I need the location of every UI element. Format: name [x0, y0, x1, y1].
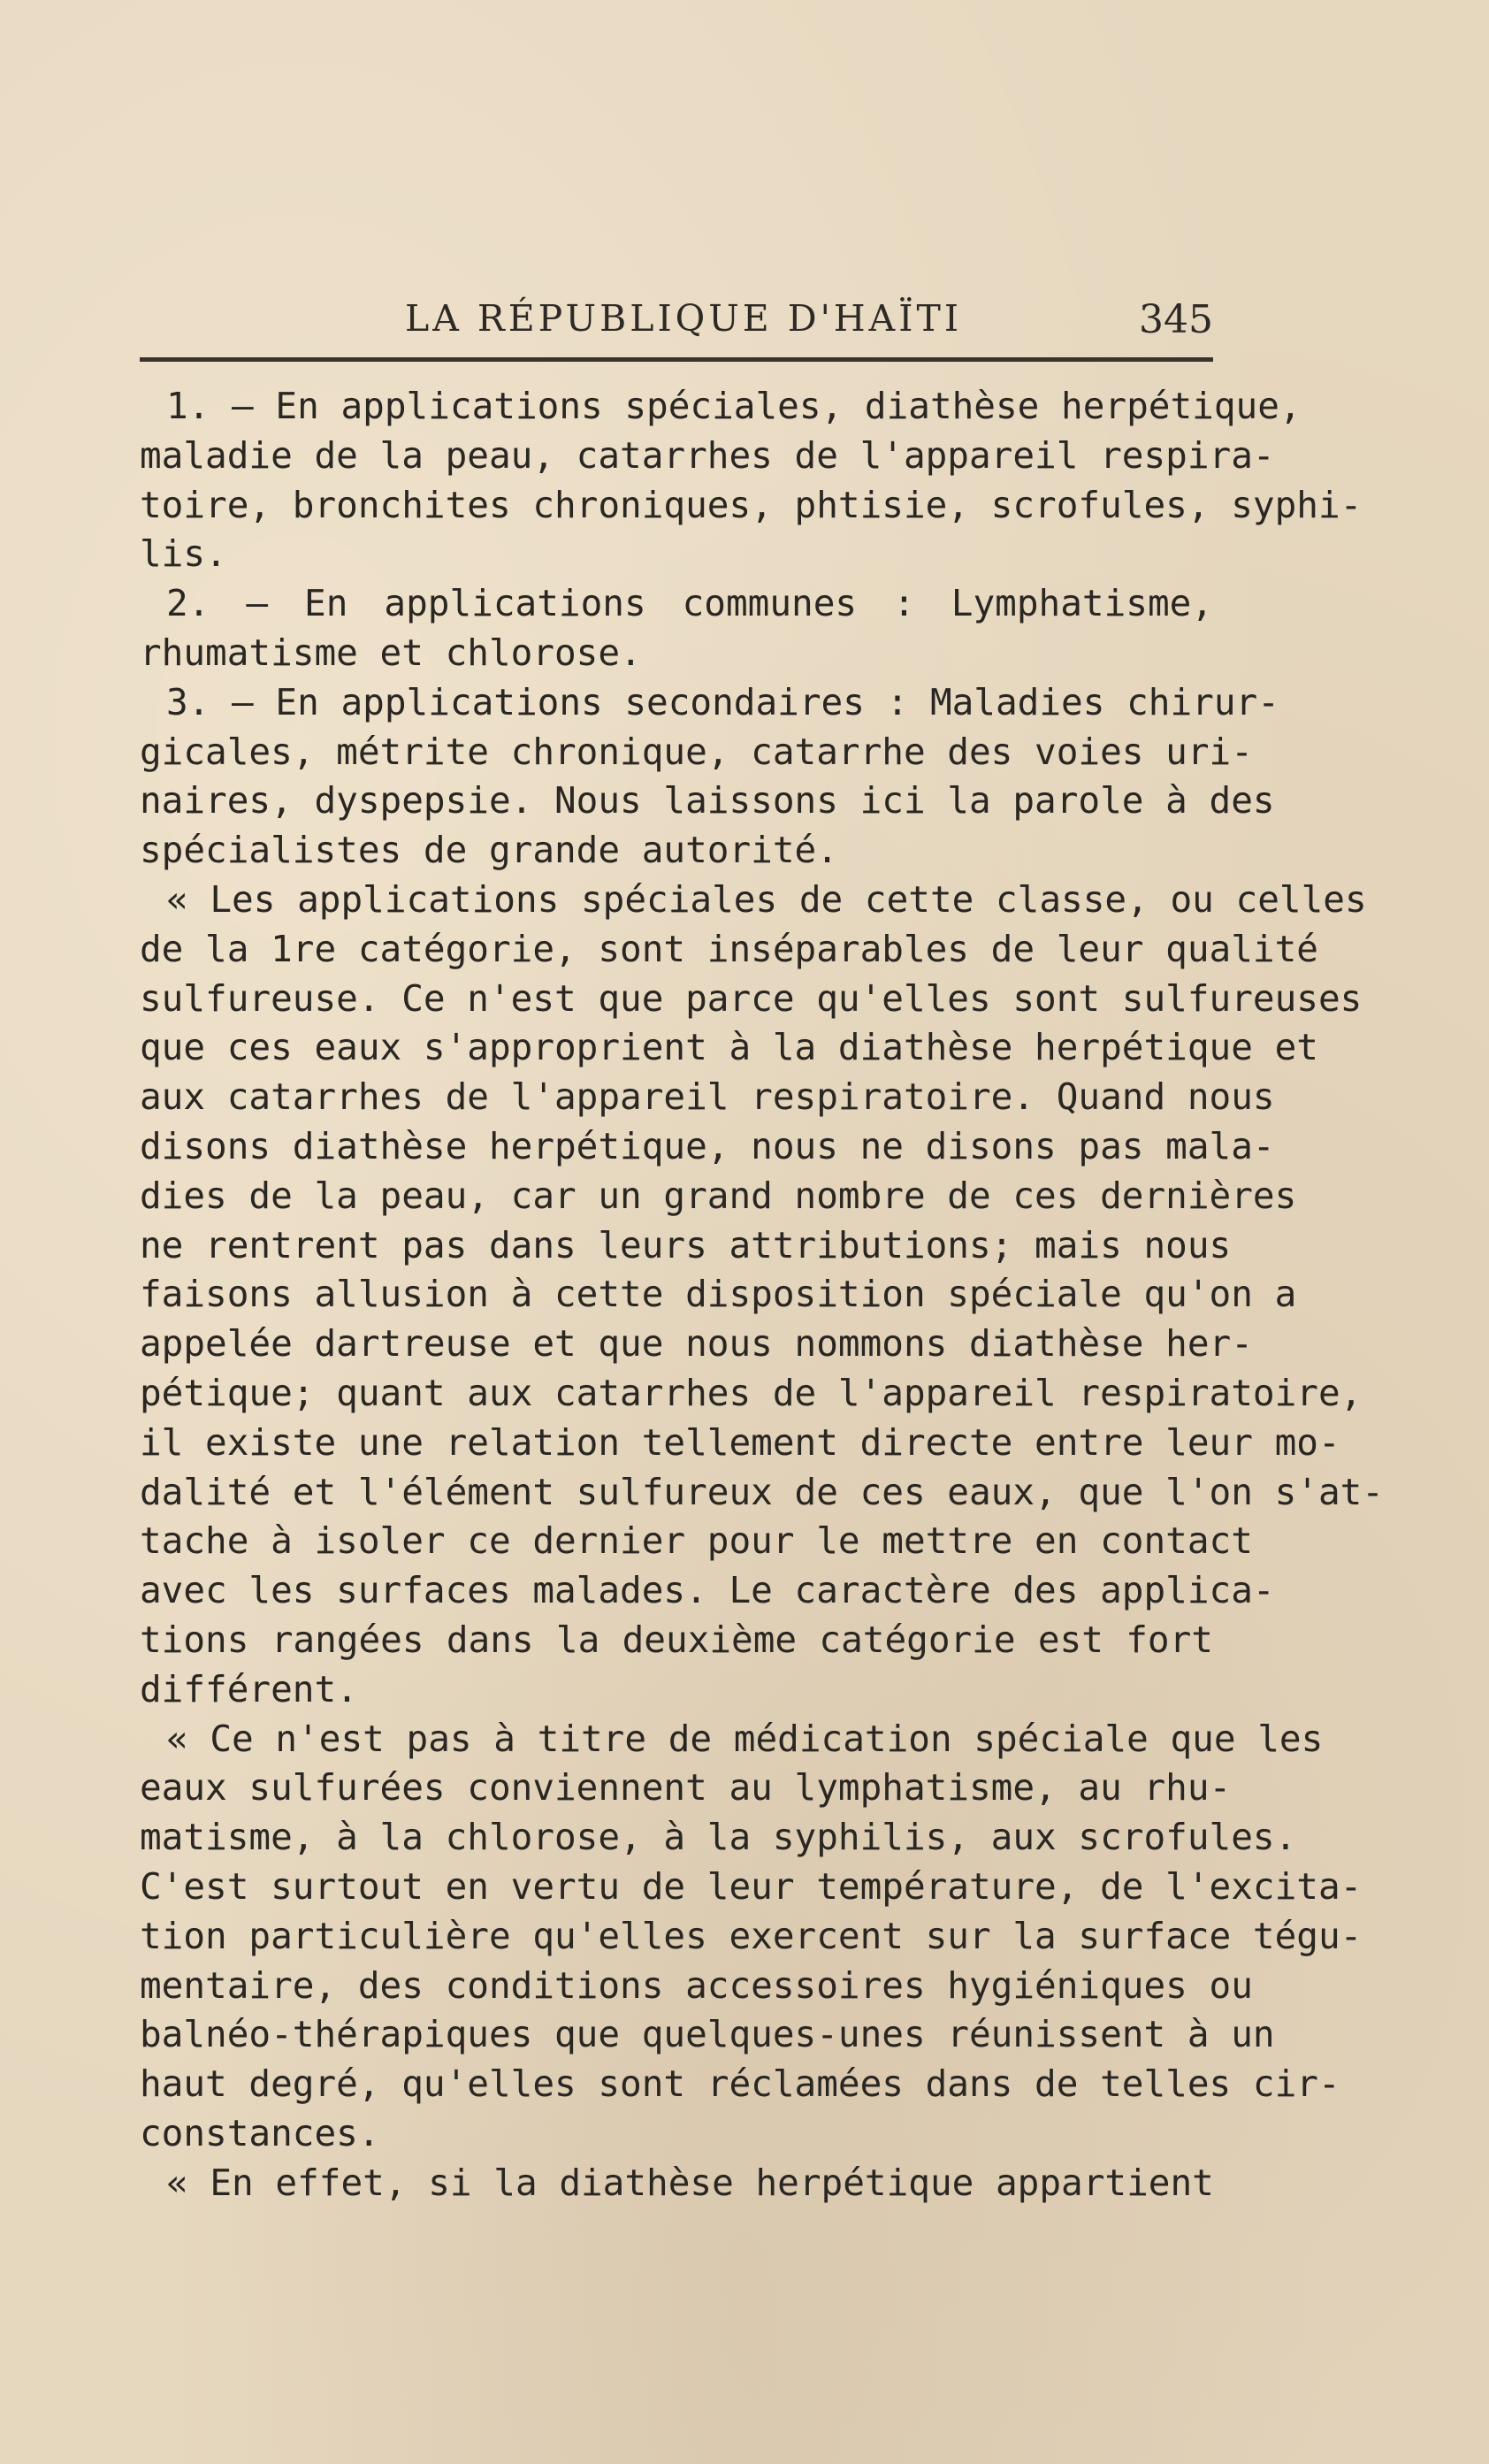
text-line: avec les surfaces malades. Le caractère des applica- [140, 1569, 1275, 1612]
text-line: toire, bronchites chroniques, phtisie, scrofules, syphi- [140, 483, 1363, 526]
text-line: « Les applications spéciales de cette classe, ou celles [166, 877, 1367, 921]
text-line: balnéo-thérapiques que quelques-unes réunissent à un [140, 2013, 1275, 2056]
text-line: de la 1re catégorie, sont inséparables de leur qualité [140, 927, 1318, 970]
text-line: que ces eaux s'approprient à la diathèse herpétique et [140, 1026, 1318, 1069]
text-line: 1. — En applications spéciales, diathèse herpétique, [166, 385, 1302, 427]
text-line: il existe une relation tellement directe entre leur mo- [140, 1420, 1340, 1464]
header-rule [140, 357, 1213, 362]
text-line: « Ce n'est pas à titre de médication spéciale que les [166, 1717, 1324, 1760]
text-line: « En effet, si la diathèse herpétique appartient [166, 2161, 1214, 2204]
text-line: maladie de la peau, catarrhes de l'appareil respira- [140, 433, 1275, 477]
text-line: différent. [140, 1667, 358, 1710]
text-line: lis. [140, 532, 227, 576]
text-line: constances. [140, 2111, 380, 2154]
text-line: tions rangées dans la deuxième catégorie est fort [140, 1618, 1213, 1661]
page-number: 345 [1139, 297, 1213, 342]
text-line: tion particulière qu'elles exercent sur la surface tégu- [140, 1914, 1363, 1957]
text-line: aux catarrhes de l'appareil respiratoire. Quand nous [140, 1075, 1275, 1119]
text-line: faisons allusion à cette disposition spéciale qu'on a [140, 1273, 1297, 1316]
text-line: C'est surtout en vertu de leur température, de l'excita- [140, 1864, 1363, 1908]
text-line: pétique; quant aux catarrhes de l'appareil respiratoire, [140, 1371, 1363, 1414]
text-line: 2. — En applications communes : Lymphatisme, [166, 582, 1213, 625]
text-line: matisme, à la chlorose, à la syphilis, aux scrofules. [140, 1816, 1297, 1859]
text-line: tache à isoler ce dernier pour le mettre en contact [140, 1519, 1253, 1563]
text-line: dalité et l'élément sulfureux de ces eaux, que l'on s'at- [140, 1470, 1384, 1513]
text-line: spécialistes de grande autorité. [140, 829, 838, 872]
text-line: sulfureuse. Ce n'est que parce qu'elles sont sulfureuses [140, 976, 1363, 1020]
running-title: LA RÉPUBLIQUE D'HAÏTI [405, 297, 963, 340]
text-line: naires, dyspepsie. Nous laissons ici la parole à des [140, 779, 1275, 823]
text-line: haut degré, qu'elles sont réclamées dans de telles cir- [140, 2062, 1340, 2106]
text-line: mentaire, des conditions accessoires hygiéniques ou [140, 1963, 1253, 2007]
running-head [140, 290, 1213, 361]
text-line: appelée dartreuse et que nous nommons diathèse her- [140, 1322, 1253, 1366]
text-line: gicales, métrite chronique, catarrhe des voies uri- [140, 730, 1253, 773]
text-line: eaux sulfurées conviennent au lymphatisme, au rhu- [140, 1766, 1232, 1810]
body-text [140, 382, 1384, 2208]
text-line: disons diathèse herpétique, nous ne disons pas mala- [140, 1124, 1275, 1167]
text-line: ne rentrent pas dans leurs attributions; mais nous [140, 1223, 1232, 1266]
text-line: rhumatisme et chlorose. [140, 631, 642, 674]
text-line: 3. — En applications secondaires : Maladies chirur- [166, 680, 1279, 723]
text-line: dies de la peau, car un grand nombre de ces dernières [140, 1174, 1297, 1217]
